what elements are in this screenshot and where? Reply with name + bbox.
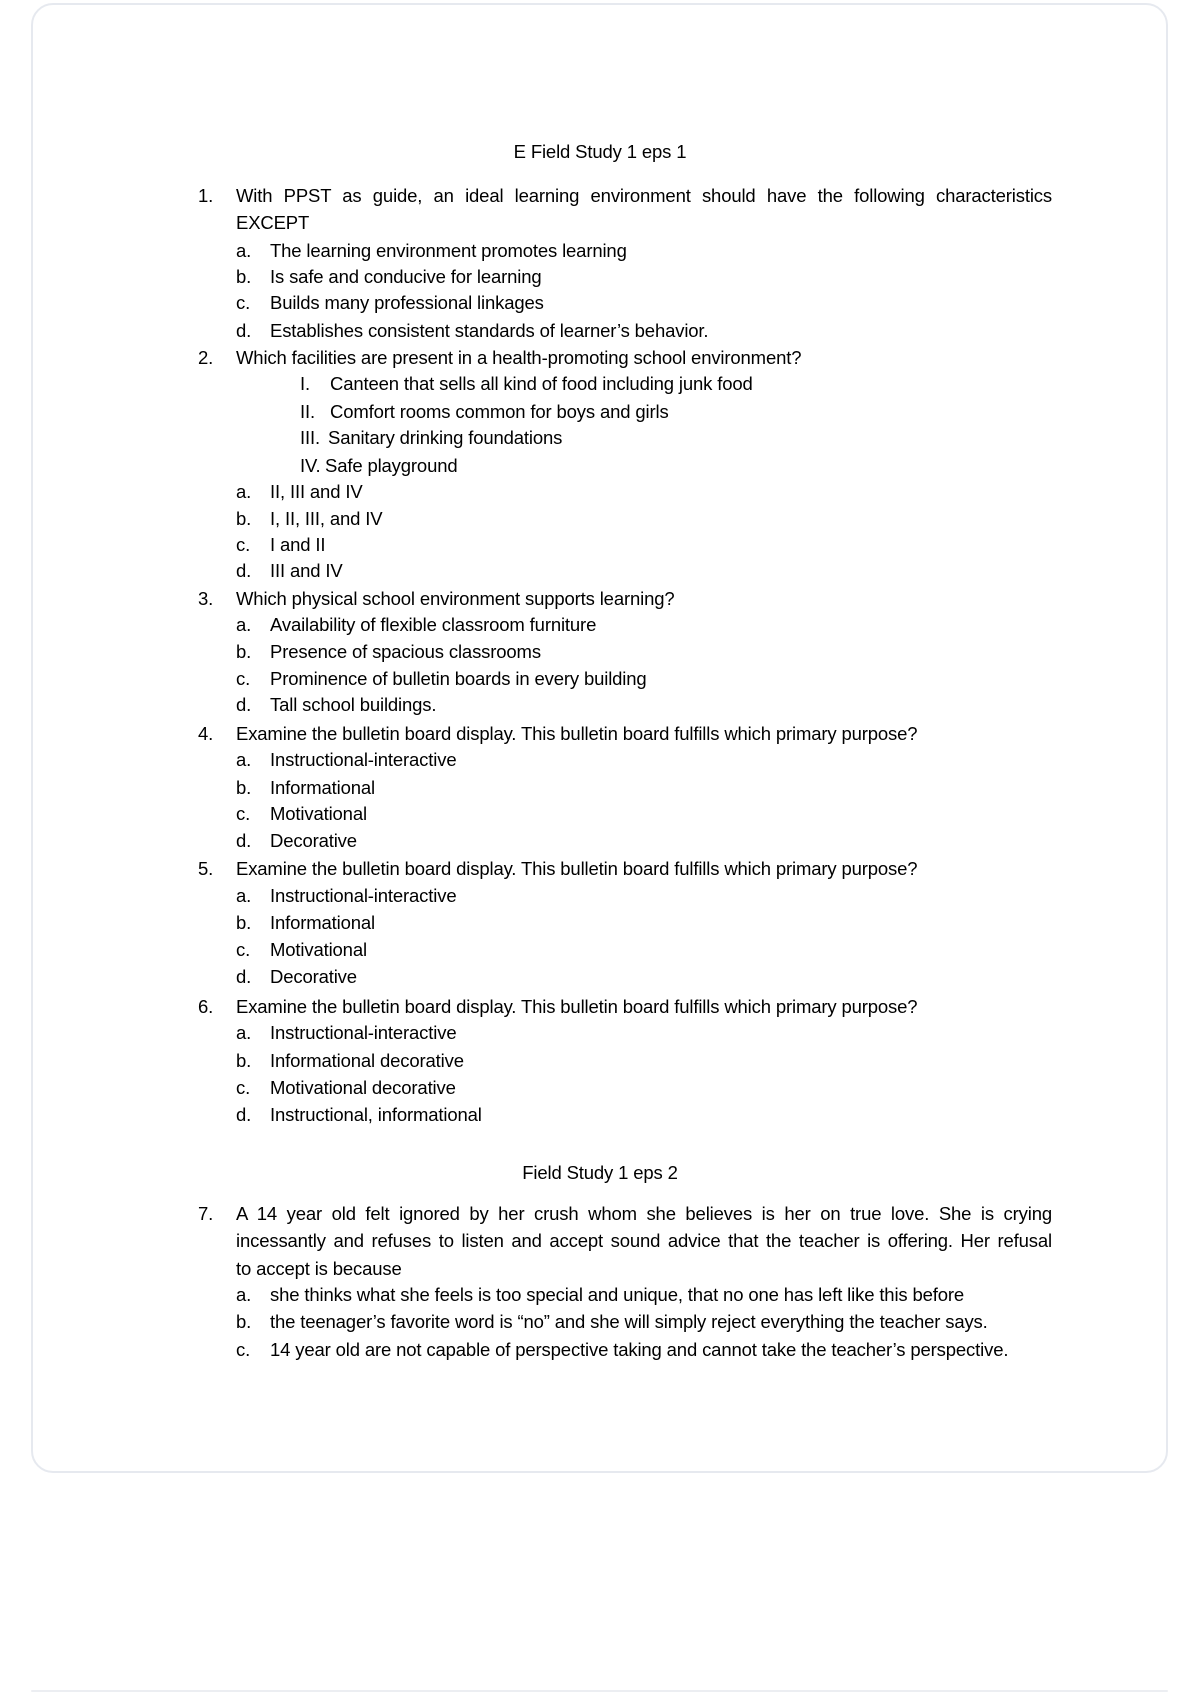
- section-title: E Field Study 1 eps 1: [513, 141, 687, 162]
- option-text: Instructional-interactive: [270, 749, 457, 770]
- roman-item-text: Canteen that sells all kind of food including junk food: [330, 373, 753, 394]
- question-number: 5.: [198, 858, 214, 879]
- option-text: the teenager’s favorite word is “no” and she will simply reject everything the teacher says.: [270, 1311, 988, 1332]
- option-text: Motivational: [270, 939, 367, 960]
- option-letter: c.: [236, 1339, 251, 1360]
- option-text: II, III and IV: [270, 481, 363, 502]
- option-letter: d.: [236, 830, 252, 851]
- roman-numeral: I.: [300, 373, 310, 394]
- option-letter: b.: [236, 912, 252, 933]
- next-page-edge: [31, 1690, 1168, 1692]
- option-letter: a.: [236, 1022, 252, 1043]
- option-letter: c.: [236, 1077, 251, 1098]
- question-text: Which facilities are present in a health-promoting school environment?: [236, 347, 802, 368]
- option-letter: a.: [236, 885, 252, 906]
- option-letter: d.: [236, 966, 252, 987]
- option-text: Informational: [270, 777, 375, 798]
- option-letter: a.: [236, 614, 252, 635]
- option-letter: d.: [236, 694, 252, 715]
- option-text: Informational: [270, 912, 375, 933]
- question-text: With PPST as guide, an ideal learning environment should have the following characteristics: [236, 185, 1052, 206]
- question-text: Examine the bulletin board display. This bulletin board fulfills which primary purpose?: [236, 996, 918, 1017]
- option-letter: b.: [236, 641, 252, 662]
- question-text: Examine the bulletin board display. This bulletin board fulfills which primary purpose?: [236, 723, 918, 744]
- option-text: The learning environment promotes learning: [270, 240, 627, 261]
- option-letter: c.: [236, 292, 251, 313]
- question-text: Examine the bulletin board display. This bulletin board fulfills which primary purpose?: [236, 858, 918, 879]
- option-text: Presence of spacious classrooms: [270, 641, 541, 662]
- question-text: A 14 year old felt ignored by her crush whom she believes is her on true love. She is crying: [236, 1203, 1052, 1224]
- option-letter: d.: [236, 320, 252, 341]
- roman-numeral: III.: [300, 427, 320, 448]
- option-letter: b.: [236, 508, 252, 529]
- roman-item-text: Comfort rooms common for boys and girls: [330, 401, 669, 422]
- option-text: she thinks what she feels is too special and unique, that no one has left like this before: [270, 1284, 965, 1305]
- option-text: Establishes consistent standards of learner’s behavior.: [270, 320, 709, 341]
- option-text: Motivational decorative: [270, 1077, 456, 1098]
- question-number: 1.: [198, 185, 214, 206]
- option-letter: b.: [236, 1311, 252, 1332]
- option-letter: b.: [236, 777, 252, 798]
- option-letter: a.: [236, 481, 252, 502]
- roman-numeral: IV.: [300, 455, 321, 476]
- option-letter: c.: [236, 803, 251, 824]
- question-text: incessantly and refuses to listen and accept sound advice that the teacher is offering. Her refusal: [236, 1230, 1052, 1251]
- question-text: Which physical school environment supports learning?: [236, 588, 675, 609]
- question-number: 6.: [198, 996, 214, 1017]
- option-letter: a.: [236, 1284, 252, 1305]
- option-text: Tall school buildings.: [270, 694, 437, 715]
- option-letter: b.: [236, 1050, 252, 1071]
- option-text: III and IV: [270, 560, 343, 581]
- option-letter: a.: [236, 240, 252, 261]
- roman-item-text: Sanitary drinking foundations: [328, 427, 563, 448]
- question-text: EXCEPT: [236, 212, 310, 233]
- option-letter: c.: [236, 534, 251, 555]
- option-letter: c.: [236, 939, 251, 960]
- question-number: 3.: [198, 588, 214, 609]
- roman-item-text: Safe playground: [325, 455, 458, 476]
- question-text: to accept is because: [236, 1258, 402, 1279]
- option-text: Prominence of bulletin boards in every building: [270, 668, 647, 689]
- option-letter: a.: [236, 749, 252, 770]
- option-text: Instructional-interactive: [270, 885, 457, 906]
- section-title: Field Study 1 eps 2: [522, 1162, 678, 1183]
- option-letter: d.: [236, 1104, 252, 1125]
- option-text: Decorative: [270, 966, 357, 987]
- option-letter: b.: [236, 266, 252, 287]
- roman-numeral: II.: [300, 401, 315, 422]
- question-number: 4.: [198, 723, 214, 744]
- question-number: 7.: [198, 1203, 214, 1224]
- option-letter: c.: [236, 668, 251, 689]
- option-text: Instructional, informational: [270, 1104, 482, 1125]
- option-text: 14 year old are not capable of perspective taking and cannot take the teacher’s perspective.: [270, 1339, 1009, 1360]
- option-text: Availability of flexible classroom furniture: [270, 614, 597, 635]
- option-text: Decorative: [270, 830, 357, 851]
- option-text: Is safe and conducive for learning: [270, 266, 542, 287]
- option-text: Instructional-interactive: [270, 1022, 457, 1043]
- option-text: Motivational: [270, 803, 367, 824]
- question-number: 2.: [198, 347, 214, 368]
- option-text: Informational decorative: [270, 1050, 464, 1071]
- option-letter: d.: [236, 560, 252, 581]
- option-text: Builds many professional linkages: [270, 292, 544, 313]
- option-text: I and II: [270, 534, 326, 555]
- option-text: I, II, III, and IV: [270, 508, 383, 529]
